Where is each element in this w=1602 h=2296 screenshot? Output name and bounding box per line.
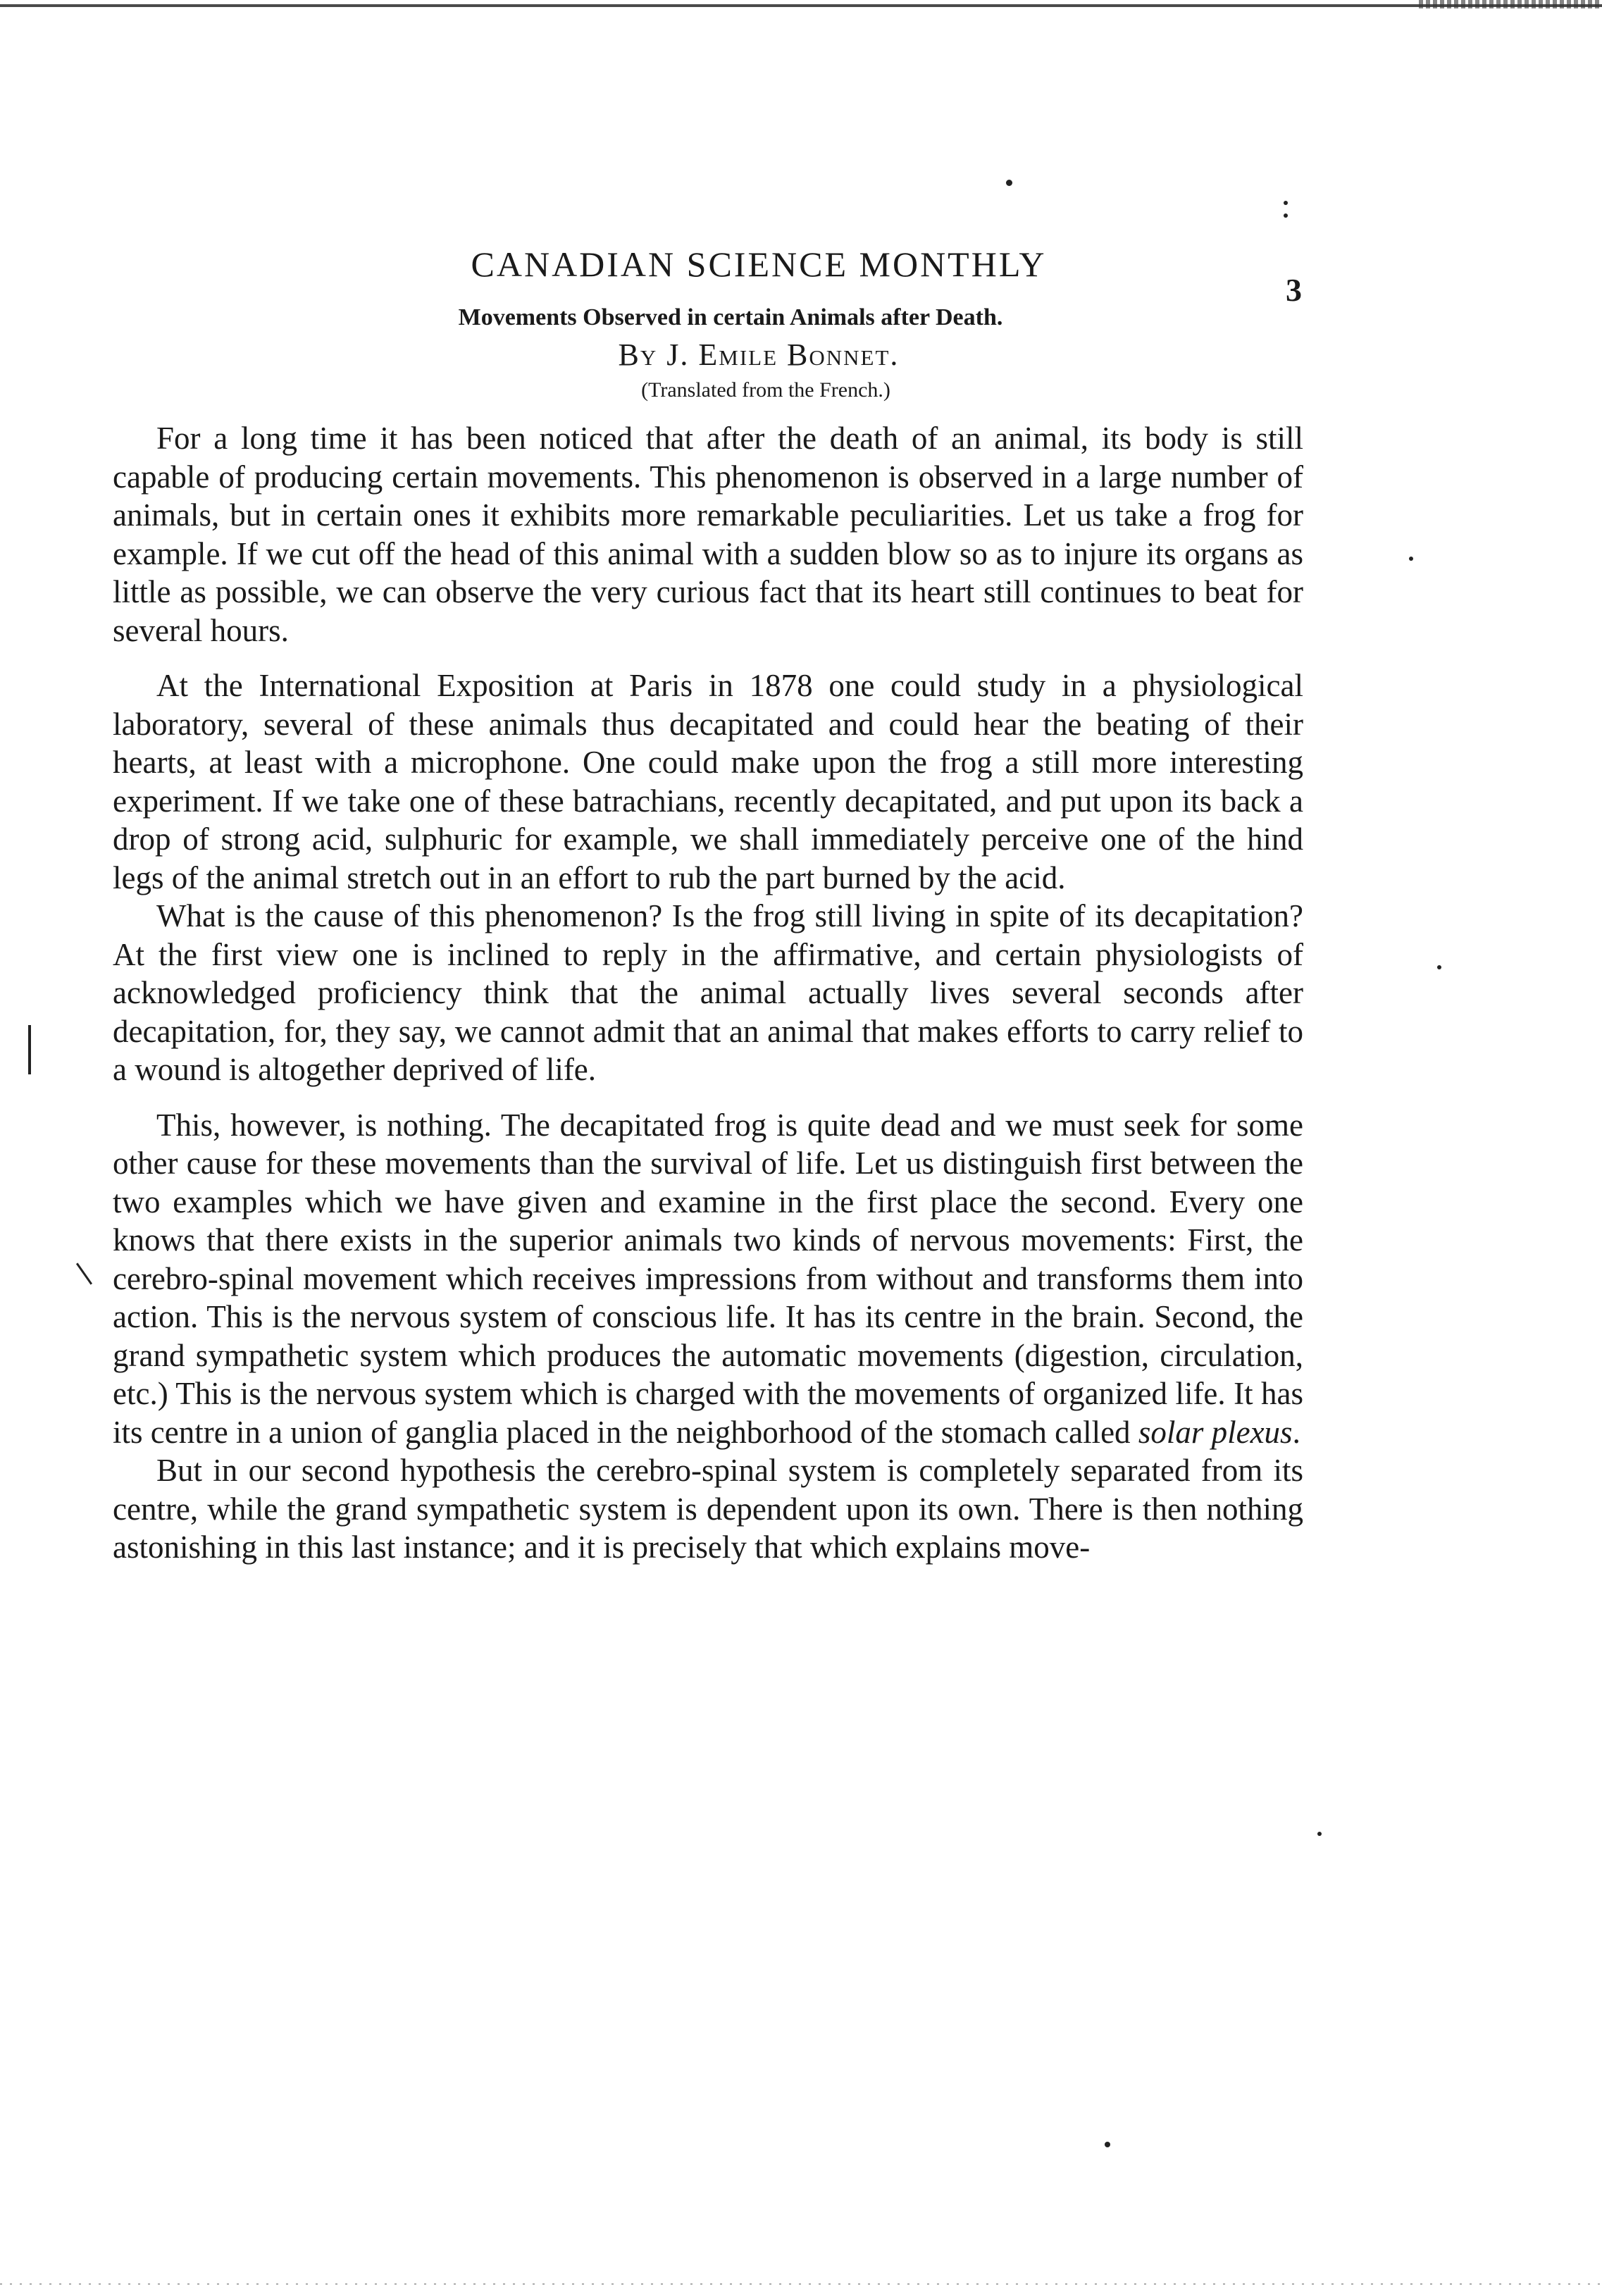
- paragraph-2: At the International Exposition at Paris in 1878 one could study in a physiological laboratory, several of these animals thus decapitated and could hear the beating of their hearts, at least with a microphone. One could make upon the frog a still more interesting experiment. If we take one of these batrachians, recently decapitated, and put upon its back a drop of strong acid, sulphuric for example, we shall immediately perceive one of the hind legs of the animal stretch out in an effort to rub the part burned by the acid.: [113, 668, 1303, 895]
- paragraph-1: For a long time it has been noticed that after the death of an animal, its body is still capable of producing certain movements. This phenomenon is observed in a large number of animals, but in certain ones it exhibits more remarkable peculiarities. Let us take a frog for example. If we cut off the head of this animal with a sudden blow so as to injure its organs as little as possible, we can observe the very curious fact that its heart still continues to beat for several hours.: [113, 421, 1303, 648]
- paragraph-4: [113, 1106, 1303, 1452]
- paragraph-5: But in our second hypothesis the cerebro-spinal system is completely separated from its centre, while the grand sympathetic system is dependent upon its own. There is then nothing astonishing in this last instance; and it is precisely that which explains move-: [113, 1453, 1303, 1565]
- scan-speck: [1284, 201, 1288, 205]
- paragraph-4-text: This, however, is nothing. The decapitated frog is quite dead and we must seek for some other cause for these movements than the survival of life. Let us distinguish first between the two examples which we have given and examine in the first place the second. Every one knows that there exists in the superior animals two kinds of nervous movements: First, the cerebro-spinal movement which receives impressions from without and transforms them into action. This is the nervous system of conscious life. It has its centre in the brain. Second, the grand sympathetic system which produces the automatic movements (digestion, circulation, etc.) This is the nervous system which is charged with the movements of organized life. It has its centre in a union of ganglia placed in the neighborhood of the stomach called: [113, 1107, 1303, 1450]
- scan-speck: [1284, 213, 1288, 218]
- article-body: [113, 419, 1303, 1567]
- page-header: [0, 243, 1602, 285]
- italic-term-suffix: .: [1292, 1414, 1300, 1450]
- scan-speck: [1437, 965, 1441, 969]
- margin-mark: [28, 1025, 31, 1074]
- bottom-edge-scan-noise: [0, 2283, 1602, 2285]
- running-title: CANADIAN SCIENCE MONTHLY: [471, 244, 1047, 284]
- scan-speck: [1409, 557, 1413, 561]
- scan-speck: [1317, 1832, 1322, 1836]
- scan-speck: [1105, 2142, 1110, 2147]
- translation-note: (Translated from the French.): [641, 378, 890, 402]
- article-byline: By J. Emile Bonnet.: [618, 337, 900, 372]
- article-title: Movements Observed in certain Animals after Death.: [458, 304, 1003, 330]
- top-border-rule: [0, 4, 1602, 7]
- page-number: 3: [1286, 272, 1302, 308]
- margin-mark: [76, 1262, 92, 1284]
- top-edge-scan-noise: [1419, 0, 1602, 8]
- italic-term: solar plexus: [1138, 1414, 1293, 1450]
- scan-speck: [1006, 180, 1012, 186]
- paragraph-3: What is the cause of this phenomenon? Is the frog still living in spite of its decapitation? At the first view one is inclined to reply in the affirmative, and certain physiologists of acknowledged proficiency think that the animal actually lives several seconds after decapitation, for, they say, we cannot admit that an animal that makes efforts to carry relief to a wound is altogether deprived of life.: [113, 898, 1303, 1087]
